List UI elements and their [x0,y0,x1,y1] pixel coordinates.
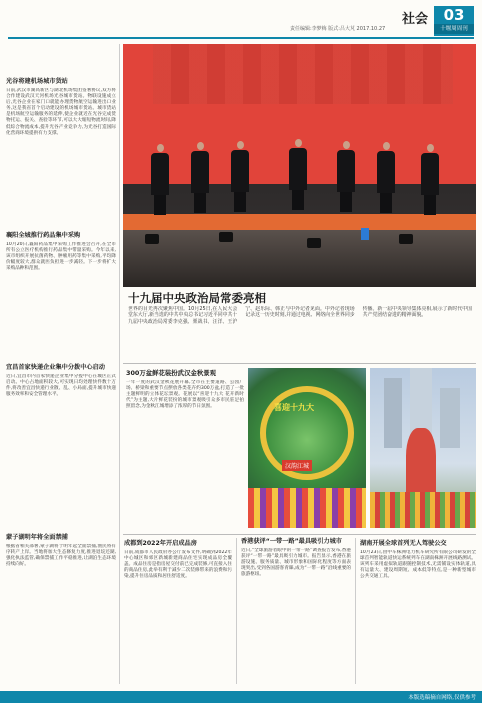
flower-column [406,428,436,498]
left-story-4 [6,532,116,688]
lead-headline: 十九届中央政治局常委亮相 [128,291,266,305]
bottom-story-1 [124,538,232,678]
bottom-story-1-body: 日前,成都市人民政府办公厅发布文件,明确到2022年中心城区和郊区新城新建商品住宅实现成品房全覆盖。成品住房是指房屋交付前已完成装修,可直接入住的商品住房,此举有利于减少二次装修带来的浪费和污染,提升住房品质和居住舒适度。 [124,550,232,580]
camera-icon [145,234,159,244]
left-story-2 [6,230,116,368]
leader-figure [231,141,249,212]
footer-bar [0,691,482,703]
left-story-1-title: 光谷将建机场城市货站 [6,78,68,85]
bottom-story-1-title: 成都到2022年开启成品房 [124,540,197,547]
column-divider [119,44,120,684]
press-crowd [123,230,476,287]
leader-figure [421,144,439,215]
lead-body: 世界的目光再次聚焦中国。10月25日,在人民大会堂东大厅,新当选的中共中央总书记习近平同中共十九届中央政治局常委李克强、栗战书、汪洋、王沪宁、赵乐际、韩正与中外记者见面。中外记者现场记录这一历史时刻,并通过电视、网络向全世界同步传播。新一届中央领导集体亮相,展示了新时代中国共产党团结奋进的精神面貌。 [128,306,472,325]
footer-note: 本版选稿摘自网络,仅供参考 [408,695,476,701]
left-story-4-title: 蒙子湖明年将全面禁捕 [6,534,68,541]
stage-floor [123,214,476,230]
bottom-story-3-body: 10月23日,由中车株洲电力机车研究所有限公司研发的全球首列智能轨道快运系统列车在湖南株洲开展线路测试。该列车采用虚拟轨道跟随控制技术,无需铺设实体轨道,具有运量大、建设周期短、成本低等特点,是一种新型城市公共交通工具。 [360,550,476,580]
editor-line: 责任编辑:李梦梅 版式:吕大芃 2017.10.27 [290,26,386,32]
bottom-story-2-title: 香港获评“一带一路”最具吸引力城市 [241,538,342,545]
section-rule [123,363,476,364]
page-number: 03 [443,6,465,24]
masthead [0,0,482,36]
leader-figure [337,141,355,212]
bottom-story-2 [241,538,351,666]
flower-bed [370,492,476,528]
section-title: 社会 [402,12,429,27]
left-story-2-title: 襄阳全城推行药品集中采购 [6,232,81,239]
bottom-story-3-title: 湖南开展全球首列无人驾驶公交 [360,540,447,547]
flower-bed [248,488,366,528]
left-story-1-body: 日前,武汉市湖高新区与湖北机场集团签署协议,双方将合作建设武汉天河机场光谷城市货站。物联设施成立后,光谷企业在家门口就能办理货物航空运输进出口业务,这是我省首个启动建设的机场城市货站。城市货站是机场航空运输服务的延伸,使企业就近在光谷完成货物托运、报关、查验等环节,可以大大缩短物流时间,降低综合物流成本,提升光谷产业竞争力,为光谷打造国际化营商环境提供有力支撑。 [6,88,116,136]
camera-icon [219,232,233,242]
flower-sculpture-photo [248,368,366,528]
left-story-3-title: 宜昌首家快递企业集中分拨中心启动 [6,364,105,371]
column-divider [236,538,237,684]
page-number-badge [434,6,474,36]
camera-icon [307,238,321,248]
column-divider [355,538,356,684]
paper-name: 十堰周周刊 [434,24,474,34]
left-story-3-body: 近日,宜昌市内首家快递企业集中分拨中心在城区正式启动。中心占地面积较大,可实现日均处理快件数十万件,将改善宜昌快递行业散、乱、小局面,提升城市快递服务效率和安全管理水平。 [6,374,116,398]
left-story-4-body: 根据省相关部署,蒙子湖将于明年起全面禁捕,渔民将有序转产上岸。当地将加大生态修复力度,推进退垸还湖,强化执法监管,确保禁捕工作平稳推进,让湖泊生态环境持续向好。 [6,544,116,568]
press-phone [361,228,369,240]
leader-figure [289,139,307,210]
leader-figure [377,142,395,213]
left-story-3 [6,362,116,536]
flower-banner: 喜迎十九大 [274,403,314,412]
bottom-story-3 [360,538,476,678]
left-story-2-body: 10月20日,襄阳药品集中采购工作推进会召开,在全市所有公立医疗机构推行药品集中带量采购。今年以来,该市组织开展抗菌药物、肿瘤用药等集中采购,平均降价幅度较大,群众就医负担进一步减轻。下一步将扩大采购品种和范围。 [6,242,116,272]
mid-story-title: 300万盆鲜花装扮武汉金秋景观 [126,369,217,377]
backdrop-pattern [153,44,453,104]
masthead-rule [8,37,474,39]
section-rule [123,534,476,535]
mid-story-body: 一年一度的武汉金秋花展开幕,全市在主要道路、公园广场、桥梁和重要节点摆放各类花卉约300万盆,打造了一批主题鲜明的立体花坛景观。花展以“喜迎十九大 花开新时代”为主题,大片鲜花装扮的城市景观吸引众多市民驻足拍照留念,为金秋江城增添了浓厚的节日氛围。 [126,380,244,410]
city-flower-photo [370,368,476,528]
leader-figure [151,144,169,215]
bottom-story-2-body: 近日,“全球旅游者眼中的一带一路”调查报告发布,香港获评“一带一路”最具吸引力城市。报告显示,香港在旅游设施、服务质量、城市形象和国际化程度等方面表现突出,受到各国游客青睐,成为“一带一路”沿线重要的旅游枢纽。 [241,548,351,578]
lead-photo [123,44,476,287]
leader-figure [191,142,209,213]
flower-sign: 汉韵江城 [282,460,312,471]
camera-icon [399,234,413,244]
tower-building [440,388,460,448]
left-story-1 [6,76,116,236]
tower-building [384,378,402,448]
